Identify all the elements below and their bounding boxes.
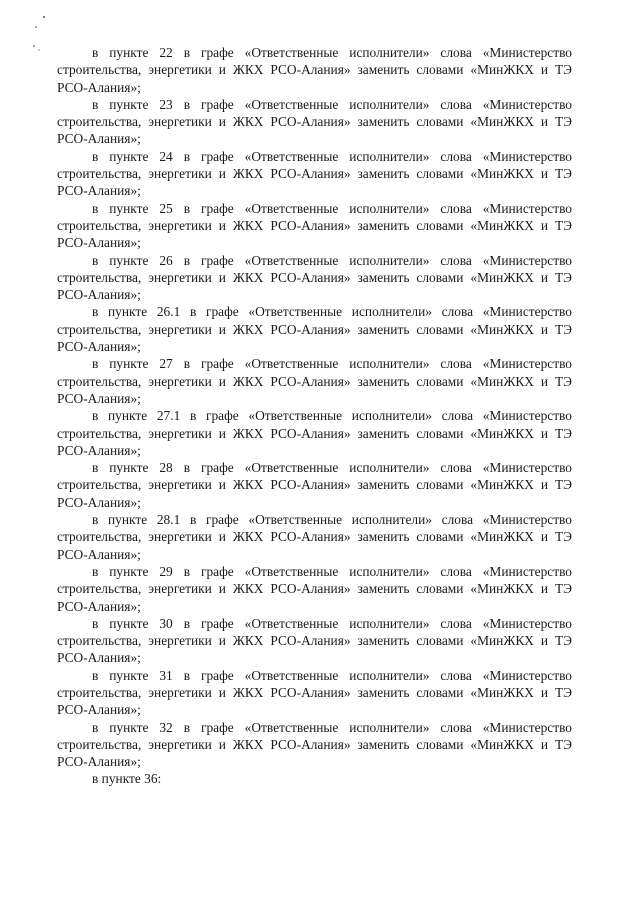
paragraph-item-27: в пункте 27 в графе «Ответственные исполнители» слова «Министерство строительства, энергетики и ЖКХ РСО-Алания» заменить словами «МинЖКХ и ТЭ РСО-Алания»; <box>57 356 572 406</box>
paragraph-item-28-1: в пункте 28.1 в графе «Ответственные исполнители» слова «Министерство строительства, энергетики и ЖКХ РСО-Алания» заменить словами «МинЖКХ и ТЭ РСО-Алания»; <box>57 512 572 562</box>
document-body <box>57 44 572 788</box>
paragraph-item-27-1: в пункте 27.1 в графе «Ответственные исполнители» слова «Министерство строительства, энергетики и ЖКХ РСО-Алания» заменить словами «МинЖКХ и ТЭ РСО-Алания»; <box>57 408 572 458</box>
paragraph-item-28: в пункте 28 в графе «Ответственные исполнители» слова «Министерство строительства, энергетики и ЖКХ РСО-Алания» заменить словами «МинЖКХ и ТЭ РСО-Алания»; <box>57 460 572 510</box>
paragraph-item-29: в пункте 29 в графе «Ответственные исполнители» слова «Министерство строительства, энергетики и ЖКХ РСО-Алания» заменить словами «МинЖКХ и ТЭ РСО-Алания»; <box>57 563 572 614</box>
scan-specks <box>30 15 50 55</box>
paragraph-item-25: в пункте 25 в графе «Ответственные исполнители» слова «Министерство строительства, энергетики и ЖКХ РСО-Алания» заменить словами «МинЖКХ и ТЭ РСО-Алания»; <box>57 200 572 251</box>
paragraph-item-24: в пункте 24 в графе «Ответственные исполнители» слова «Министерство строительства, энергетики и ЖКХ РСО-Алания» заменить словами «МинЖКХ и ТЭ РСО-Алания»; <box>57 148 572 199</box>
paragraph-item-22: в пункте 22 в графе «Ответственные исполнители» слова «Министерство строительства, энергетики и ЖКХ РСО-Алания» заменить словами «МинЖКХ и ТЭ РСО-Алания»; <box>57 45 572 95</box>
paragraph-item-36: в пункте 36: <box>92 771 162 787</box>
paragraph-item-23: в пункте 23 в графе «Ответственные исполнители» слова «Министерство строительства, энергетики и ЖКХ РСО-Алания» заменить словами «МинЖКХ и ТЭ РСО-Алания»; <box>57 96 572 147</box>
paragraph-item-31: в пункте 31 в графе «Ответственные исполнители» слова «Министерство строительства, энергетики и ЖКХ РСО-Алания» заменить словами «МинЖКХ и ТЭ РСО-Алания»; <box>57 667 572 718</box>
paragraph-item-30: в пункте 30 в графе «Ответственные исполнители» слова «Министерство строительства, энергетики и ЖКХ РСО-Алания» заменить словами «МинЖКХ и ТЭ РСО-Алания»; <box>57 615 572 666</box>
paragraph-item-26: в пункте 26 в графе «Ответственные исполнители» слова «Министерство строительства, энергетики и ЖКХ РСО-Алания» заменить словами «МинЖКХ и ТЭ РСО-Алания»; <box>57 252 572 303</box>
paragraph-item-32: в пункте 32 в графе «Ответственные исполнители» слова «Министерство строительства, энергетики и ЖКХ РСО-Алания» заменить словами «МинЖКХ и ТЭ РСО-Алания»; <box>57 719 572 770</box>
paragraph-item-26-1: в пункте 26.1 в графе «Ответственные исполнители» слова «Министерство строительства, энергетики и ЖКХ РСО-Алания» заменить словами «МинЖКХ и ТЭ РСО-Алания»; <box>57 304 572 355</box>
